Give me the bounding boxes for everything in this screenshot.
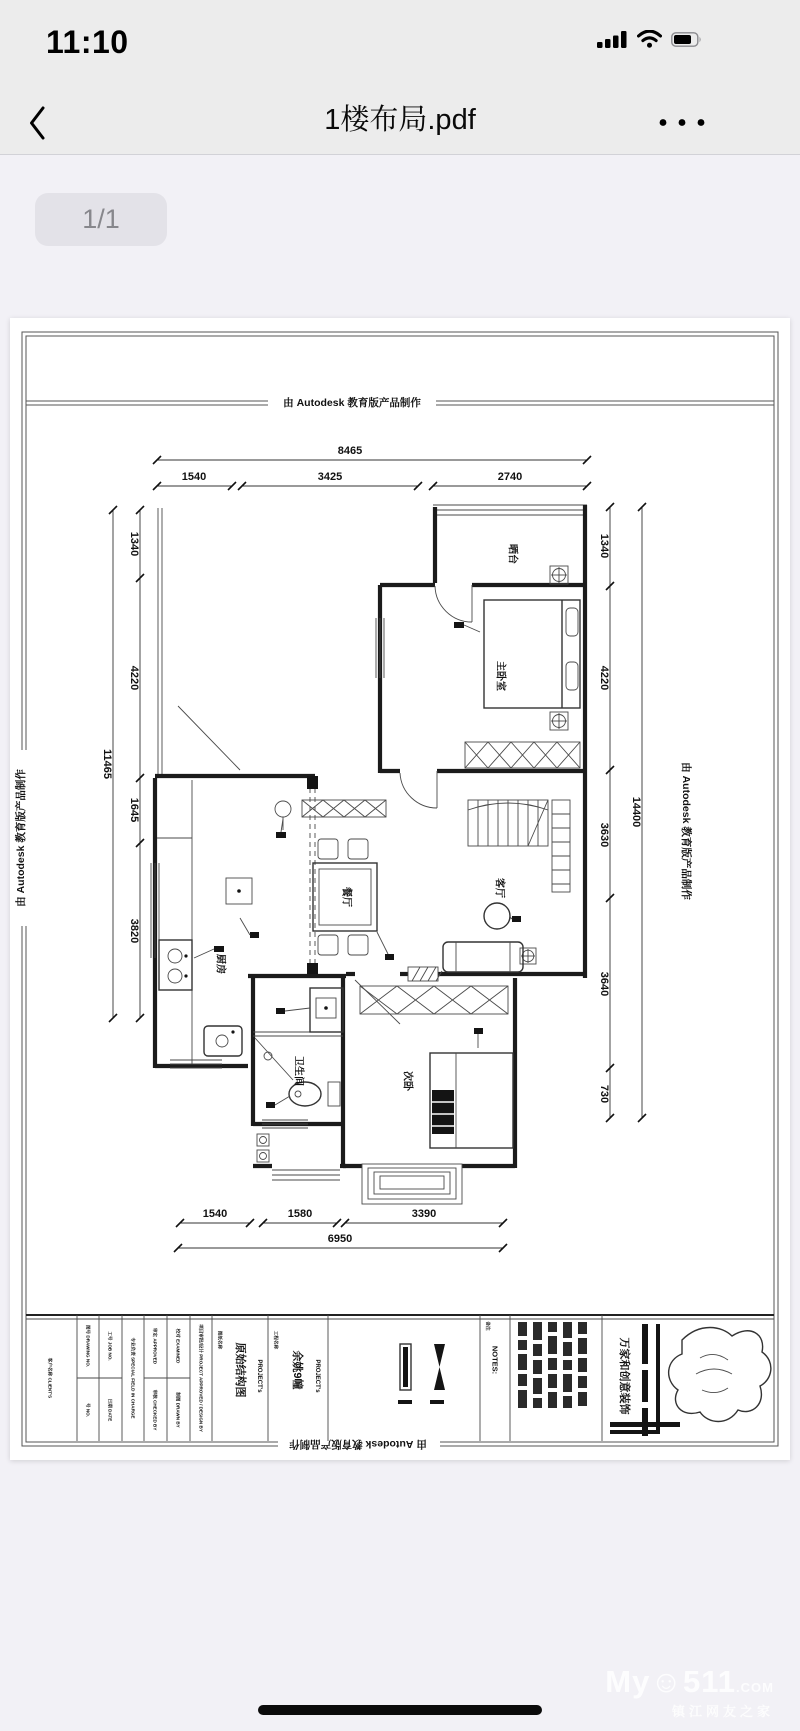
tb-notes-label: NOTES: bbox=[490, 1345, 500, 1375]
dimensions-left bbox=[101, 506, 144, 1022]
back-button[interactable] bbox=[20, 102, 54, 144]
legend-symbols bbox=[398, 1344, 445, 1404]
dim-left-seg4: 3820 bbox=[128, 918, 140, 944]
tb-sub-checked: 审核 CHECKED BY bbox=[152, 1389, 158, 1431]
tb-col-job-no: 工号 JOB NO. bbox=[107, 1331, 113, 1361]
room-labels bbox=[215, 544, 520, 1092]
dim-left-seg3: 1645 bbox=[128, 797, 140, 823]
tb-col-project-approved: 项目审批/设计 PROJECT APPROVED / DESIGN BY bbox=[198, 1324, 204, 1432]
watermark-brand: My☺511.COM bbox=[605, 1664, 774, 1699]
floor-plan-drawing bbox=[10, 318, 790, 1460]
status-icons bbox=[597, 30, 702, 48]
plan-walls bbox=[151, 505, 587, 1204]
watermark-tagline: 镇江网友之家 bbox=[671, 1704, 774, 1719]
room-label-living: 客厅 bbox=[493, 878, 505, 898]
dim-top-seg3: 2740 bbox=[497, 471, 523, 483]
symbol-boxes bbox=[520, 566, 568, 964]
company-logo-block bbox=[610, 1324, 771, 1436]
home-indicator[interactable] bbox=[258, 1705, 542, 1715]
tb-project-en: PROJECT's bbox=[314, 1359, 320, 1393]
dim-left-seg1: 1340 bbox=[128, 531, 140, 557]
title-block bbox=[26, 1315, 774, 1441]
autodesk-credit-right: 由 Autodesk 教育版产品制作 bbox=[680, 762, 692, 900]
dim-right-seg2: 4220 bbox=[598, 665, 610, 691]
pdf-page[interactable] bbox=[10, 318, 790, 1460]
document-title: 1楼布局.pdf bbox=[324, 104, 476, 136]
dim-right-seg4: 3640 bbox=[598, 971, 610, 997]
tb-client: 客户名称 CLIENT'S bbox=[47, 1357, 53, 1399]
autodesk-credit-bottom: 由 Autodesk 教育版产品制作 bbox=[289, 1438, 427, 1450]
dim-right-seg5: 730 bbox=[598, 1084, 610, 1104]
sheet-frame bbox=[22, 332, 778, 1446]
company-name: 万家和创意装饰 bbox=[618, 1337, 630, 1415]
battery-icon bbox=[671, 32, 702, 47]
dim-top-seg1: 1540 bbox=[181, 471, 207, 483]
dim-right-seg3: 3630 bbox=[598, 822, 610, 848]
more-button[interactable] bbox=[652, 104, 712, 140]
dim-top-seg2: 3425 bbox=[317, 471, 343, 483]
autodesk-credit-left: 由 Autodesk 教育版产品制作 bbox=[15, 769, 27, 907]
autodesk-credit-top: 由 Autodesk 教育版产品制作 bbox=[283, 397, 421, 409]
dim-right-overall: 14400 bbox=[630, 796, 642, 828]
tb-sub-drawn: 制图 DRAWN BY bbox=[175, 1392, 181, 1428]
tb-sub-date: 日期 DATE bbox=[107, 1398, 113, 1422]
dim-bottom-overall: 6950 bbox=[327, 1233, 353, 1245]
smiley-icon: ☺ bbox=[650, 1664, 684, 1699]
page-indicator: 1/1 bbox=[35, 193, 167, 246]
cellular-signal-icon bbox=[597, 31, 628, 48]
dim-bottom-seg1: 1540 bbox=[202, 1208, 228, 1220]
header-bar bbox=[0, 0, 800, 155]
nav-bar bbox=[0, 90, 800, 154]
notes-text-block bbox=[518, 1322, 587, 1408]
ellipsis-icon bbox=[658, 118, 706, 127]
tb-project-name: 余姚9幢 bbox=[291, 1350, 303, 1390]
room-label-kitchen: 厨房 bbox=[214, 954, 226, 974]
tb-drawing-name-header: 图纸名称 bbox=[217, 1330, 223, 1350]
tb-project-header: 工程名称 bbox=[273, 1330, 279, 1350]
dim-right-seg1: 1340 bbox=[598, 533, 610, 559]
annotation-blobs bbox=[194, 622, 521, 1108]
dim-left-overall: 11465 bbox=[101, 749, 113, 779]
room-label-terrace: 晒台 bbox=[506, 544, 518, 564]
wifi-icon bbox=[637, 30, 662, 48]
dim-bottom-seg2: 1580 bbox=[287, 1208, 313, 1220]
room-label-bedroom2: 次卧 bbox=[401, 1071, 413, 1091]
tb-col-special-field: 专业负责 SPECIAL FIELD IN CHARGE bbox=[130, 1337, 136, 1419]
dimensions-top bbox=[153, 445, 591, 490]
tb-sub-no: 号 NO. bbox=[85, 1402, 91, 1418]
watermark bbox=[605, 1664, 774, 1720]
dimensions-right bbox=[598, 503, 646, 1122]
tb-col-drawing-no: 图号 DRAWING NO. bbox=[85, 1324, 91, 1368]
company-stamp-icon bbox=[669, 1328, 771, 1422]
room-label-master-bedroom: 主卧室 bbox=[494, 661, 506, 691]
room-label-bathroom: 卫生间 bbox=[292, 1056, 304, 1086]
tb-drawing-name: 原始结构图 bbox=[234, 1342, 246, 1398]
status-time: 11:10 bbox=[46, 24, 129, 60]
tb-col-approved: 审定 APPROVED bbox=[152, 1327, 158, 1365]
tb-drawing-name-en: PROJECT's bbox=[256, 1359, 262, 1393]
chevron-left-icon bbox=[28, 106, 46, 140]
dim-left-seg2: 4220 bbox=[128, 665, 140, 691]
tb-notes-zh: 备注 bbox=[485, 1321, 491, 1331]
dimensions-bottom bbox=[174, 1208, 507, 1252]
room-label-dining: 餐厅 bbox=[340, 887, 352, 907]
dim-top-overall: 8465 bbox=[337, 445, 363, 457]
dim-bottom-seg3: 3390 bbox=[411, 1208, 437, 1220]
autodesk-credits bbox=[14, 396, 694, 1451]
tb-col-examined: 校对 EXAMINED bbox=[175, 1328, 181, 1364]
